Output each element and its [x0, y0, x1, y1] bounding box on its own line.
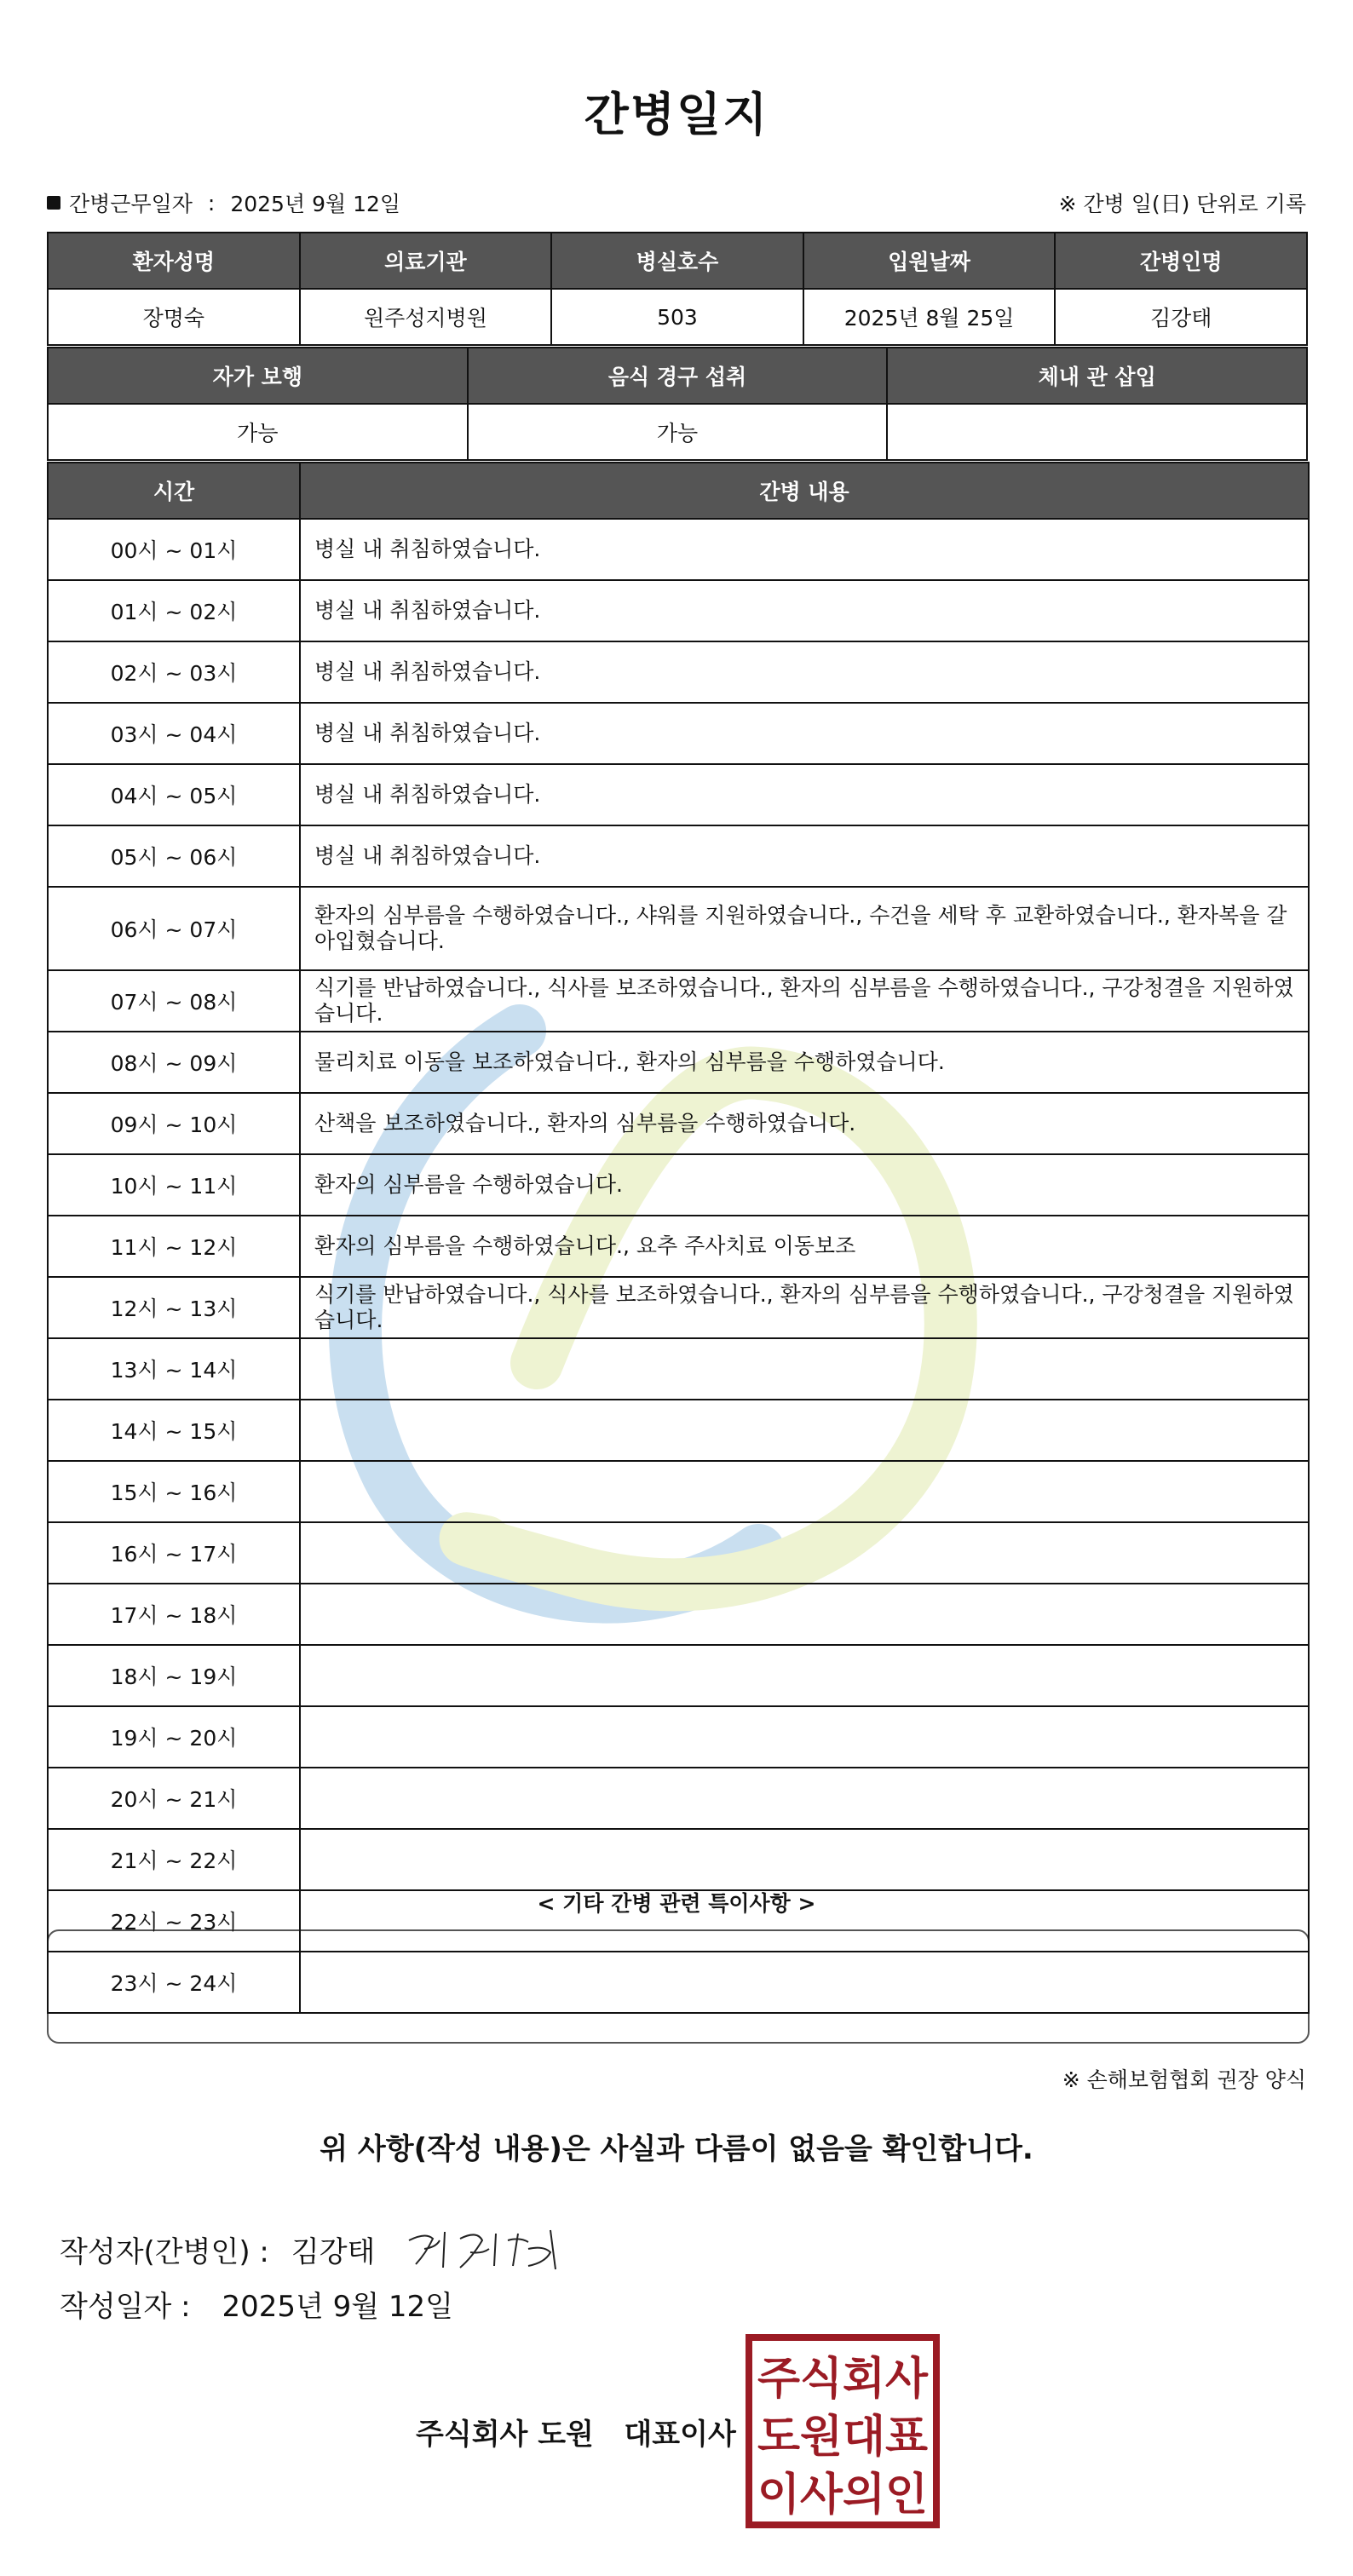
work-date-separator: :	[207, 190, 216, 216]
care-log-content: 병실 내 취침하였습니다.	[300, 519, 1309, 580]
care-log-time: 00시 ~ 01시	[48, 519, 300, 580]
care-log-content: 환자의 심부름을 수행하였습니다., 요추 주사치료 이동보조	[300, 1216, 1309, 1277]
care-log-row	[48, 764, 1309, 825]
care-log-time: 22시 ~ 23시	[48, 1890, 300, 1952]
care-log-header-row	[48, 463, 1309, 519]
admission-date: 2025년 8월 25일	[803, 289, 1056, 345]
care-log-time: 01시 ~ 02시	[48, 580, 300, 641]
writer-name: 김강태	[291, 2234, 376, 2269]
company-seal-icon	[746, 2334, 940, 2528]
care-log-row	[48, 703, 1309, 764]
care-log-time: 21시 ~ 22시	[48, 1829, 300, 1890]
care-log-row	[48, 1216, 1309, 1277]
self-walking-value: 가능	[48, 404, 468, 460]
written-date-label: 작성일자 :	[60, 2290, 191, 2324]
care-log-time: 23시 ~ 24시	[48, 1952, 300, 2013]
care-log-row	[48, 580, 1309, 641]
care-log-time: 03시 ~ 04시	[48, 703, 300, 764]
oral-intake-value: 가능	[468, 404, 888, 460]
care-log-content: 환자의 심부름을 수행하였습니다., 샤워를 지원하였습니다., 수건을 세탁 후 교환하였습니다., 환자복을 갈아입혔습니다.	[300, 887, 1309, 970]
unit-note: ※ 간병 일(日) 단위로 기록	[1058, 192, 1306, 216]
tube-insertion-value	[887, 404, 1307, 460]
care-log-time: 08시 ~ 09시	[48, 1032, 300, 1093]
care-log-row	[48, 1522, 1309, 1584]
care-log-time: 11시 ~ 12시	[48, 1216, 300, 1277]
caregiver-name: 김강태	[1055, 289, 1307, 345]
care-log-row	[48, 1400, 1309, 1461]
care-log-content: 환자의 심부름을 수행하였습니다.	[300, 1154, 1309, 1216]
care-log-time: 04시 ~ 05시	[48, 764, 300, 825]
square-bullet-icon	[47, 196, 60, 210]
care-log-time: 14시 ~ 15시	[48, 1400, 300, 1461]
care-log-content: 산책을 보조하였습니다., 환자의 심부름을 수행하였습니다.	[300, 1093, 1309, 1154]
care-log-time: 15시 ~ 16시	[48, 1461, 300, 1522]
care-log-content	[300, 1584, 1309, 1645]
header-tube-insertion: 체내 관 삽입	[887, 348, 1307, 404]
care-log-content	[300, 1890, 1309, 1952]
header-oral-intake: 음식 경구 섭취	[468, 348, 888, 404]
writer-label: 작성자(간병인) :	[60, 2234, 269, 2269]
work-date-label: 간병근무일자	[69, 192, 193, 216]
care-log-row	[48, 1338, 1309, 1400]
care-log-content	[300, 1338, 1309, 1400]
care-log-content	[300, 1952, 1309, 2013]
care-log-content	[300, 1829, 1309, 1890]
svg-text:도원대표: 도원대표	[757, 2412, 928, 2463]
written-date-value: 2025년 9월 12일	[222, 2290, 454, 2324]
header-caregiver-name: 간병인명	[1055, 233, 1307, 289]
care-log-content	[300, 1768, 1309, 1829]
care-log-row	[48, 970, 1309, 1032]
care-log-content	[300, 1522, 1309, 1584]
care-log-time: 20시 ~ 21시	[48, 1768, 300, 1829]
status-header-row	[48, 348, 1307, 404]
care-log-content: 병실 내 취침하였습니다.	[300, 580, 1309, 641]
care-log-row	[48, 1768, 1309, 1829]
care-log-time: 12시 ~ 13시	[48, 1277, 300, 1338]
notes-title: < 기타 간병 관련 특이사항 >	[537, 1891, 816, 1916]
header-self-walking: 자가 보행	[48, 348, 468, 404]
care-log-time: 07시 ~ 08시	[48, 970, 300, 1032]
care-log-body	[48, 519, 1309, 2013]
care-log-content	[300, 1400, 1309, 1461]
written-date-line	[60, 2283, 453, 2325]
header-admission-date: 입원날짜	[803, 233, 1056, 289]
care-log-row	[48, 1154, 1309, 1216]
care-log-content: 병실 내 취침하였습니다.	[300, 764, 1309, 825]
care-log-row	[48, 1461, 1309, 1522]
status-value-row	[48, 404, 1307, 460]
care-log-time: 05시 ~ 06시	[48, 825, 300, 887]
care-log-row	[48, 1277, 1309, 1338]
care-log-row	[48, 1032, 1309, 1093]
document-title: 간병일지	[584, 88, 769, 141]
care-log-content: 식기를 반납하였습니다., 식사를 보조하였습니다., 환자의 심부름을 수행하였습니다., 구강청결을 지원하였습니다.	[300, 970, 1309, 1032]
care-log-row	[48, 1093, 1309, 1154]
care-log-row	[48, 1829, 1309, 1890]
care-log-time: 06시 ~ 07시	[48, 887, 300, 970]
care-log-content	[300, 1706, 1309, 1768]
patient-name: 장명숙	[48, 289, 300, 345]
care-log-table	[47, 462, 1310, 2014]
care-log-row	[48, 1584, 1309, 1645]
care-log-content: 물리치료 이동을 보조하였습니다., 환자의 심부름을 수행하였습니다.	[300, 1032, 1309, 1093]
header-room: 병실호수	[551, 233, 803, 289]
room-number: 503	[551, 289, 803, 345]
meta-row	[47, 187, 1306, 221]
svg-text:주식회사: 주식회사	[757, 2354, 929, 2405]
hospital-name: 원주성지병원	[300, 289, 552, 345]
care-log-time: 02시 ~ 03시	[48, 641, 300, 703]
care-log-row	[48, 1645, 1309, 1706]
care-log-content	[300, 1645, 1309, 1706]
company-representative: 주식회사 도원 대표이사	[416, 2418, 736, 2452]
header-patient-name: 환자성명	[48, 233, 300, 289]
care-log-time: 19시 ~ 20시	[48, 1706, 300, 1768]
handwritten-signature-icon	[400, 2215, 571, 2283]
patient-info-header-row	[48, 233, 1307, 289]
care-log-row	[48, 1890, 1309, 1952]
header-care-content: 간병 내용	[300, 463, 1309, 519]
care-log-row	[48, 1952, 1309, 2013]
work-date-value: 2025년 9월 12일	[230, 192, 401, 216]
header-time: 시간	[48, 463, 300, 519]
svg-text:이사의인: 이사의인	[757, 2470, 928, 2521]
confirmation-statement: 위 사항(작성 내용)은 사실과 다름이 없음을 확인합니다.	[320, 2132, 1033, 2166]
patient-info-value-row	[48, 289, 1307, 345]
care-log-row	[48, 1706, 1309, 1768]
header-hospital: 의료기관	[300, 233, 552, 289]
form-footnote: ※ 손해보험협회 권장 양식	[1062, 2067, 1306, 2092]
care-log-content	[300, 1461, 1309, 1522]
care-log-time: 18시 ~ 19시	[48, 1645, 300, 1706]
care-log-time: 16시 ~ 17시	[48, 1522, 300, 1584]
care-log-row	[48, 519, 1309, 580]
care-log-row	[48, 825, 1309, 887]
care-log-row	[48, 641, 1309, 703]
care-log-content: 병실 내 취침하였습니다.	[300, 641, 1309, 703]
writer-line	[60, 2215, 571, 2283]
care-log-row	[48, 887, 1309, 970]
care-log-time: 17시 ~ 18시	[48, 1584, 300, 1645]
work-date	[47, 187, 400, 218]
care-log-content: 병실 내 취침하였습니다.	[300, 825, 1309, 887]
care-log-time: 09시 ~ 10시	[48, 1093, 300, 1154]
care-log-time: 10시 ~ 11시	[48, 1154, 300, 1216]
patient-info-table	[47, 232, 1308, 346]
care-log-content: 식기를 반납하였습니다., 식사를 보조하였습니다., 환자의 심부름을 수행하였습니다., 구강청결을 지원하였습니다.	[300, 1277, 1309, 1338]
status-table	[47, 347, 1308, 461]
care-log-time: 13시 ~ 14시	[48, 1338, 300, 1400]
care-log-content: 병실 내 취침하였습니다.	[300, 703, 1309, 764]
